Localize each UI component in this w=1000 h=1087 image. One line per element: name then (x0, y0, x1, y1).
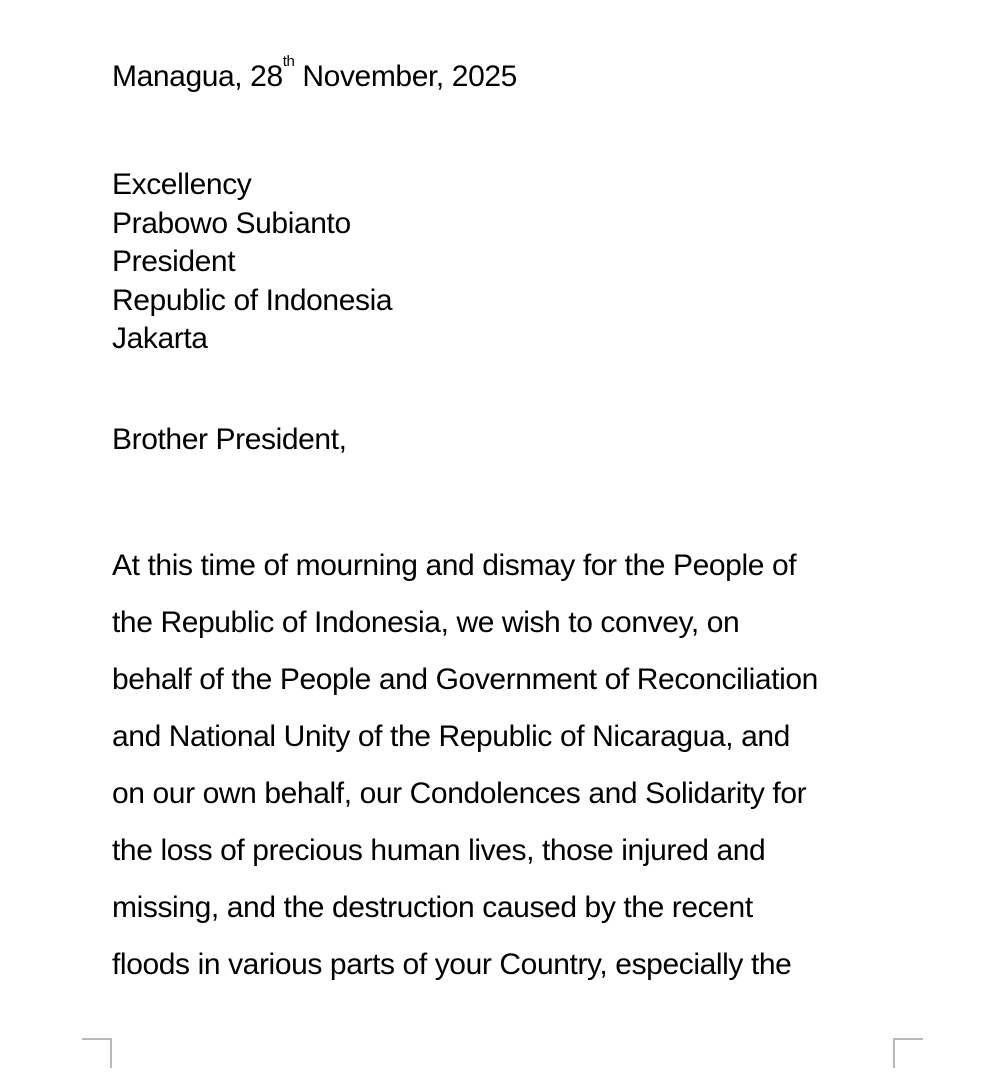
recipient-city: Jakarta (112, 322, 208, 355)
letter-body (112, 537, 818, 993)
body-line: the loss of precious human lives, those injured and (112, 834, 766, 867)
body-line: At this time of mourning and dismay for the People of (112, 549, 797, 582)
body-line: missing, and the destruction caused by the recent (112, 891, 753, 924)
recipient-address (112, 166, 392, 359)
crop-mark-bottom-right (893, 1038, 923, 1068)
body-line: floods in various parts of your Country, especially the (112, 948, 792, 981)
body-line: behalf of the People and Government of Reconciliation (112, 663, 818, 696)
recipient-title: Excellency (112, 168, 252, 201)
salutation: Brother President, (112, 423, 347, 456)
date-ordinal-suffix: th (282, 53, 295, 70)
body-line: on our own behalf, our Condolences and Solidarity for (112, 777, 807, 810)
letter-date (112, 53, 517, 94)
recipient-name: Prabowo Subianto (112, 206, 351, 240)
date-city-day: Managua, 28 (112, 60, 283, 93)
recipient-country: Republic of Indonesia (112, 283, 393, 317)
recipient-position: President (112, 245, 236, 278)
body-line: the Republic of Indonesia, we wish to convey, on (112, 606, 740, 639)
date-month-year: November, 2025 (294, 60, 517, 93)
crop-mark-bottom-left (82, 1038, 112, 1068)
body-line: and National Unity of the Republic of Nicaragua, and (112, 720, 790, 753)
